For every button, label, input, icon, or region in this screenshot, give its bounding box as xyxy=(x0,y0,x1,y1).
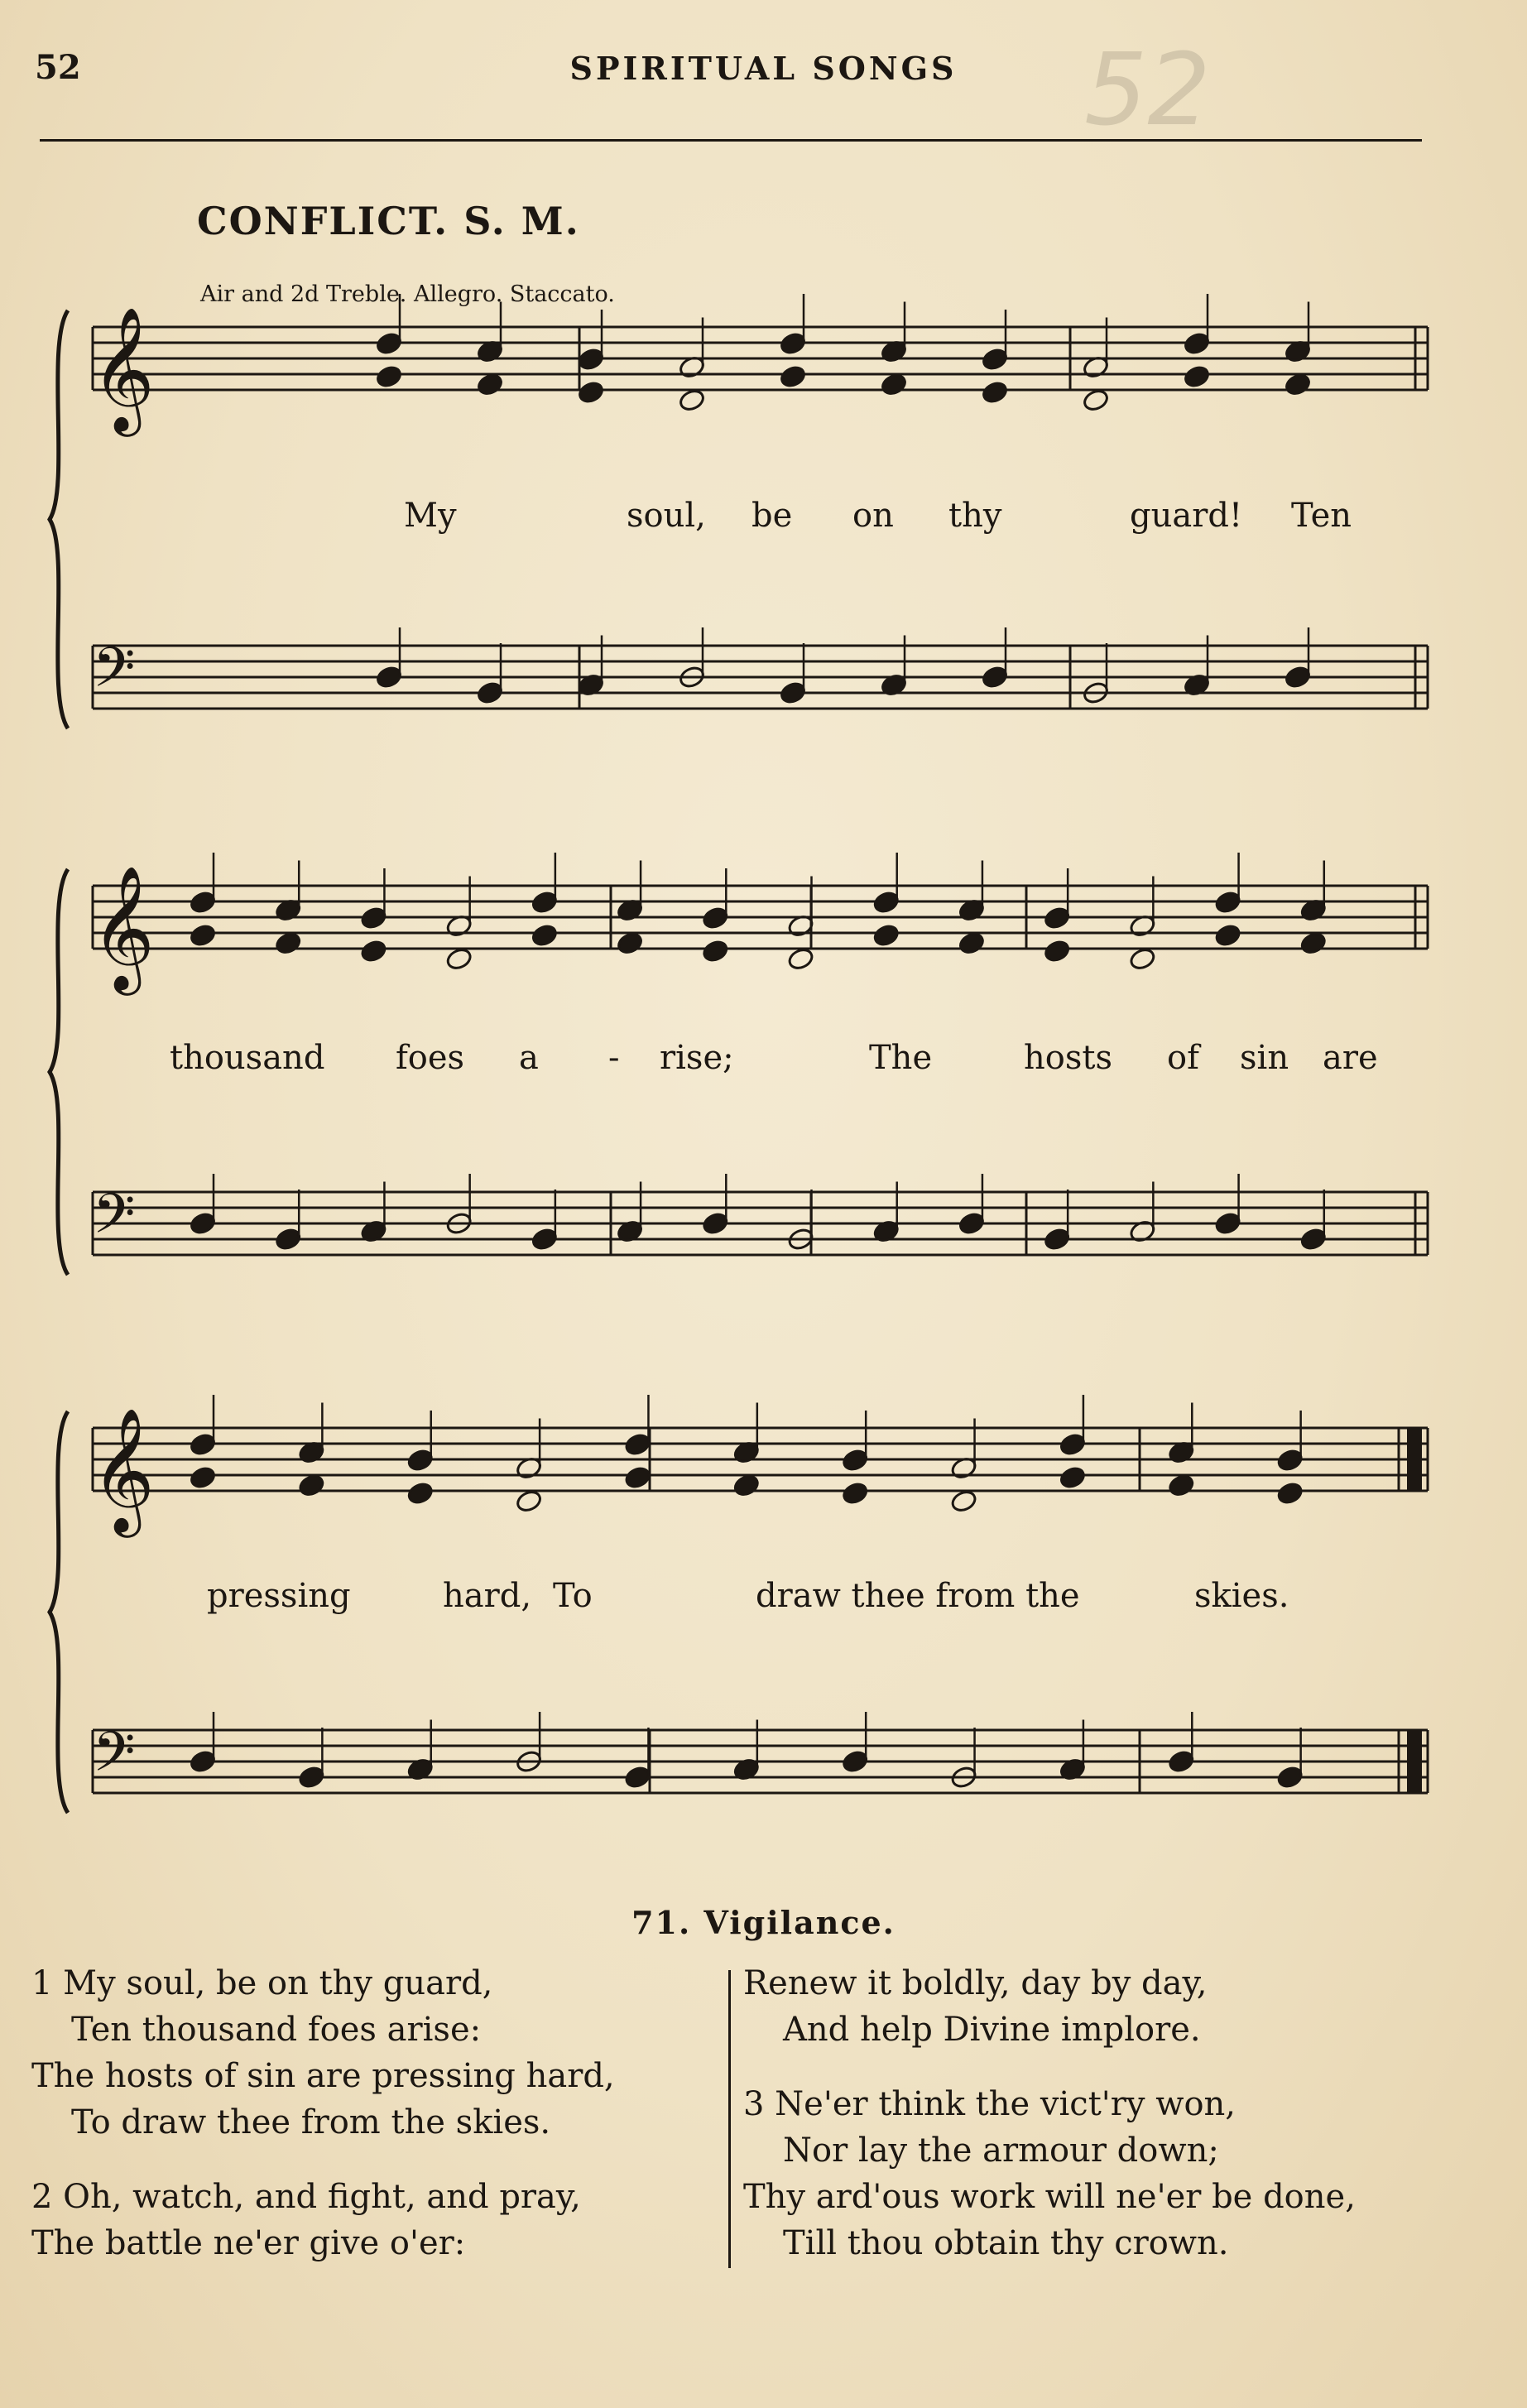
verse-line: Renew it boldly, day by day, xyxy=(743,1964,1208,2002)
lyric: hosts xyxy=(1024,1039,1112,1077)
tempo-marking: Air and 2d Treble. Allegro. Staccato. xyxy=(200,281,615,307)
note-head xyxy=(360,939,388,964)
note-head xyxy=(616,931,644,956)
verse-line: 3 Ne'er think the vict'ry won, xyxy=(743,2085,1236,2123)
note-head xyxy=(1276,1481,1304,1506)
note-head xyxy=(880,372,908,397)
lyric: My xyxy=(404,497,457,535)
lyric: Ten xyxy=(1291,497,1352,535)
note-head xyxy=(274,931,302,956)
note-head xyxy=(406,1481,435,1506)
treble-clef: 𝄞 xyxy=(91,1406,155,1532)
verse-line: And help Divine implore. xyxy=(783,2011,1201,2049)
note-head xyxy=(1167,1473,1195,1498)
verse-line: The battle ne'er give o'er: xyxy=(31,2224,466,2262)
note-head xyxy=(577,380,605,405)
note-head xyxy=(1214,923,1242,948)
lyric: a xyxy=(519,1039,539,1077)
final-barline xyxy=(1407,1730,1422,1793)
note-head xyxy=(950,1489,978,1514)
lyric: hard, xyxy=(443,1577,532,1615)
lyric: sin xyxy=(1240,1039,1289,1077)
note-head xyxy=(1043,939,1071,964)
note-head xyxy=(624,1465,652,1490)
note-head xyxy=(1059,1465,1087,1490)
treble-clef: 𝄞 xyxy=(91,305,155,431)
note-head xyxy=(515,1489,543,1514)
note-head xyxy=(678,388,706,413)
lyric: pressing xyxy=(207,1577,351,1615)
verse-line: Thy ard'ous work will ne'er be done, xyxy=(743,2178,1356,2216)
note-head xyxy=(1284,372,1312,397)
treble-clef: 𝄞 xyxy=(91,864,155,990)
bass-clef: 𝄢 xyxy=(93,1182,136,1259)
lyric: skies. xyxy=(1194,1577,1289,1615)
verse-line: The hosts of sin are pressing hard, xyxy=(31,2057,615,2095)
system-brace xyxy=(50,1411,68,1813)
note-head xyxy=(1128,947,1156,972)
bass-clef: 𝄢 xyxy=(93,636,136,713)
column-divider xyxy=(728,1970,731,2268)
verse-column-right xyxy=(743,1960,1356,2266)
lyric: guard! xyxy=(1130,497,1243,535)
lyric: The xyxy=(869,1039,933,1077)
handwritten-page-mark: 52 xyxy=(1084,33,1211,148)
lyric: draw thee from the xyxy=(756,1577,1080,1615)
note-head xyxy=(375,364,403,389)
note-head xyxy=(189,1465,217,1490)
note-head xyxy=(1082,388,1110,413)
note-head xyxy=(297,1473,325,1498)
system-brace xyxy=(50,310,68,728)
note-head xyxy=(445,947,473,972)
page-number: 52 xyxy=(35,48,81,87)
bass-clef: 𝄢 xyxy=(93,1720,136,1797)
note-head xyxy=(189,923,217,948)
note-head xyxy=(872,923,900,948)
lyric: To xyxy=(553,1577,593,1615)
lyric: thy xyxy=(948,497,1002,535)
lyric: on xyxy=(852,497,894,535)
note-head xyxy=(732,1473,761,1498)
verse-line: Ten thousand foes arise: xyxy=(71,2011,482,2049)
verse-line: Nor lay the armour down; xyxy=(783,2132,1219,2170)
stanza-gap xyxy=(743,2053,1356,2081)
stanza-gap xyxy=(31,2146,615,2174)
hymn-title: 71. Vigilance. xyxy=(631,1904,896,1941)
note-head xyxy=(476,372,504,397)
note-head xyxy=(958,931,986,956)
system-brace xyxy=(50,869,68,1275)
note-head xyxy=(981,380,1009,405)
final-barline xyxy=(1407,1428,1422,1491)
lyric: - xyxy=(608,1039,620,1077)
lyric: rise; xyxy=(660,1039,734,1077)
verse-line: 2 Oh, watch, and fight, and pray, xyxy=(31,2178,581,2216)
note-head xyxy=(779,364,807,389)
note-head xyxy=(701,939,729,964)
verse-column-left xyxy=(31,1960,615,2266)
note-head xyxy=(1299,931,1328,956)
note-head xyxy=(1183,364,1211,389)
verse-line: 1 My soul, be on thy guard, xyxy=(31,1964,493,2002)
note-head xyxy=(531,923,559,948)
verse-line: To draw thee from the skies. xyxy=(71,2103,551,2141)
lyric: foes xyxy=(396,1039,465,1077)
running-title: SPIRITUAL SONGS xyxy=(569,50,958,87)
tune-title: CONFLICT. S. M. xyxy=(197,199,580,243)
lyric: of xyxy=(1167,1039,1199,1077)
lyric: be xyxy=(751,497,793,535)
verse-line: Till thou obtain thy crown. xyxy=(783,2224,1229,2262)
note-head xyxy=(787,947,815,972)
lyric: thousand xyxy=(170,1039,325,1077)
lyric: are xyxy=(1323,1039,1378,1077)
note-head xyxy=(841,1481,869,1506)
lyric: soul, xyxy=(627,497,706,535)
